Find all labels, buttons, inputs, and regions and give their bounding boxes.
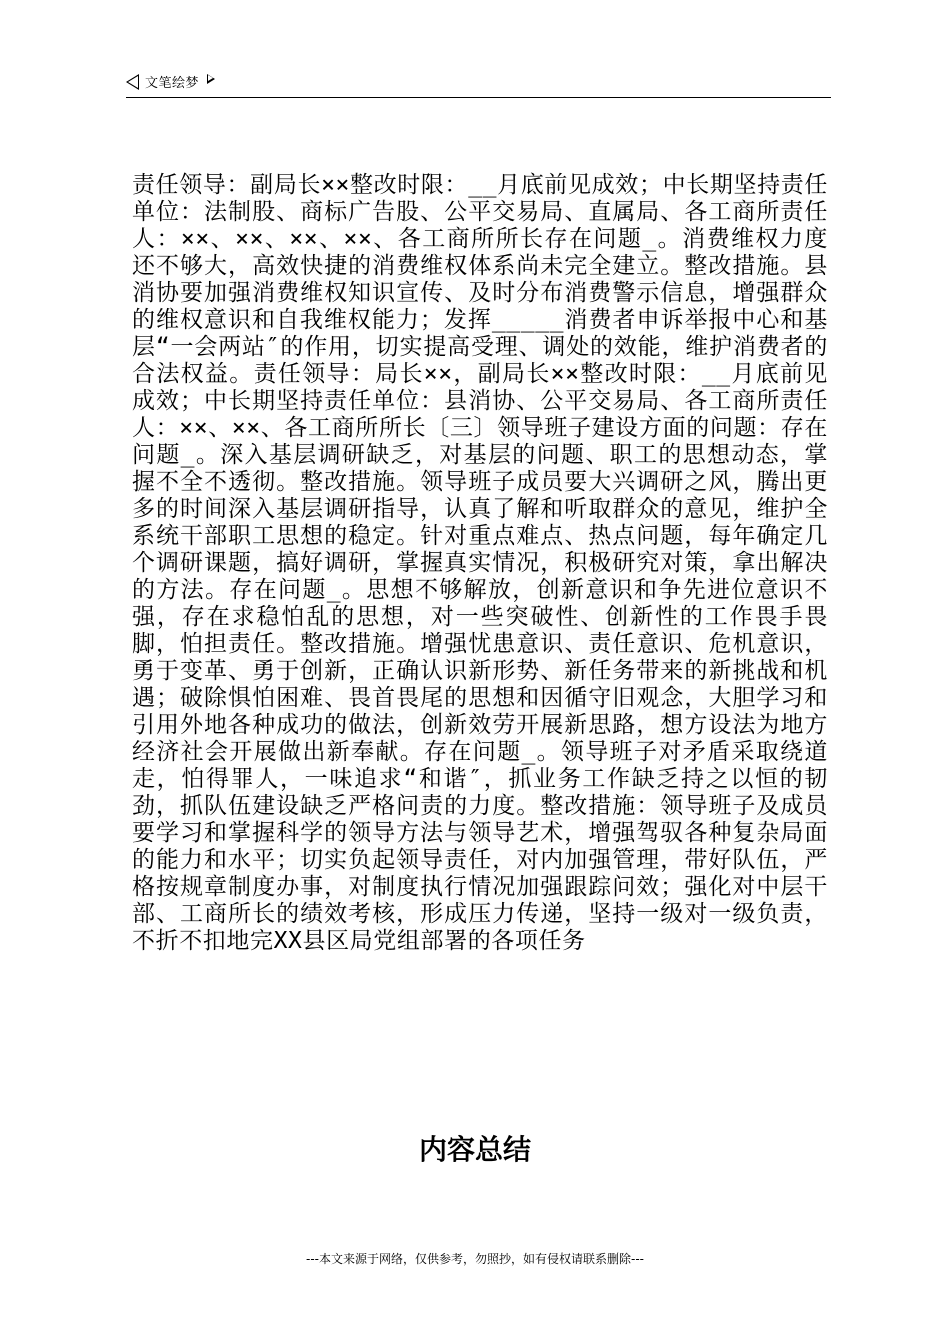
triangle-right-icon — [207, 74, 215, 84]
summary-title: 内容总结 — [418, 1133, 531, 1166]
header-brand: 文笔绘梦 — [145, 76, 200, 91]
body-paragraph: 责任领导：副局长××整改时限：__月底前见成效；中长期坚持责任单位：法制股、商标广告股、公平交易局、直属局、各工商所责任人：××、××、××、××、各工商所所长存在问题_。消费维权力度还不够大，高效快捷的消费维权体系尚未完全建立。整改措施。县消协要加强消费维权知识宣传、及时分布消费警示信息，增强群众的维权意识和自我维权能力；发挥_____消费者申诉举报中心和基层“一会两站″的作用，切实提高受理、调处的效能，维护消费者的合法权益。责任领导：局长××，副局长××整改时限：__月底前见成效；中长期坚持责任单位：县消协、公平交易局、各工商所责任人：××、××、各工商所所长〔三〕领导班子建设方面的问题：存在问题_。深入基层调研缺乏，对基层的问题、职工的思想动态，掌握不全不透彻。整改措施。领导班子成员要大兴调研之风，腾出更多的时间深入基层调研指导，认真了解和听取群众的意见，维护全系统干部职工思想的稳定。针对重点难点、热点问题，每年确定几个调研课题，搞好调研，掌握真实情况，积极研究对策，拿出解决的方法。存在问题_。思想不够解放，创新意识和争先进位意识不强，存在求稳怕乱的思想，对一些突破性、创新性的工作畏手畏脚，怕担责任。整改措施。增强忧患意识、责任意识、危机意识，勇于变革、勇于创新，正确认识新形势、新任务带来的新挑战和机遇；破除惧怕困难、畏首畏尾的思想和因循守旧观念，大胆学习和引用外地各种成功的做法，创新效劳开展新思路，想方设法为地方经济社会开展做出新奉献。存在问题_。领导班子对矛盾采取绕道走，怕得罪人，一味追求“和谐″，抓业务工作缺乏持之以恒的韧劲，抓队伍建设缺乏严格问责的力度。整改措施：领导班子及成员要学习和掌握科学的领导方法与领导艺术，增强驾驭各种复杂局面的能力和水平；切实负起领导责任，对内加强管理，带好队伍，严格按规章制度办事，对制度执行情况加强跟踪问效；强化对中层干部、工商所长的绩效考核，形成压力传递，坚持一级对一级负责，不折不扣地完XX县区局党组部署的各项任务 — [132, 172, 828, 954]
footer-disclaimer: ---本文来源于网络，仅供参考，勿照抄，如有侵权请联系删除--- — [306, 1252, 644, 1266]
document-header — [126, 72, 215, 91]
header-divider — [126, 97, 831, 98]
triangle-left-icon — [126, 74, 139, 90]
